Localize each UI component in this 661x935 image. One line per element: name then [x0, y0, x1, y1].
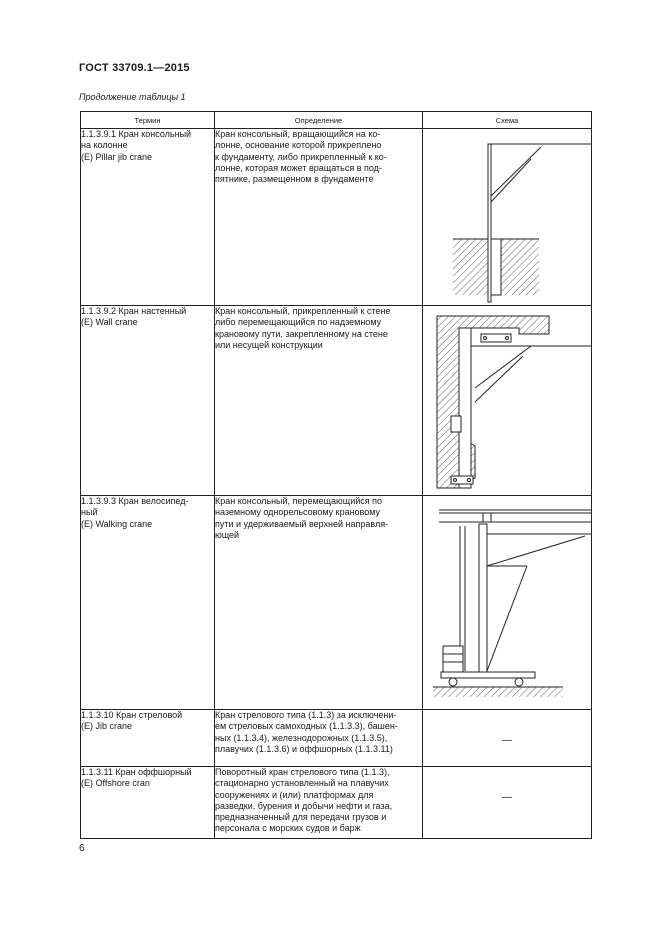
definition-line: либо перемещающийся по надземному [215, 317, 382, 328]
term-line: 1.1.3.11 Кран оффшорный [81, 767, 192, 777]
definition-line: наземному однорельсовому крановому [215, 507, 381, 518]
table-row [81, 496, 592, 710]
table-continuation-caption: Продолжение таблицы 1 [79, 92, 186, 102]
term-cell [81, 710, 215, 767]
schema-cell [423, 710, 592, 767]
no-schema-dash: — [502, 792, 512, 803]
definition-line: лонне, которая может вращаться в под- [215, 162, 382, 173]
definition-cell [215, 129, 423, 306]
schema-cell [423, 496, 592, 710]
column-header-definition: Определение [215, 112, 423, 129]
definition-line: или несущей конструкции [215, 339, 323, 350]
term-line: (E) Walking crane [81, 518, 153, 529]
column-header-term: Термин [81, 112, 215, 129]
schema-cell [423, 129, 592, 306]
definition-line: к фундаменту, либо прикрепленный к ко- [215, 151, 387, 162]
page-number: 6 [79, 843, 85, 854]
definition-line: Кран стрелового типа (1.1.3) за исключени- [215, 710, 397, 720]
schema-cell [423, 767, 592, 839]
table-header-row [81, 112, 592, 129]
table-row [81, 710, 592, 767]
definition-line: стационарно установленный на плавучих [215, 778, 389, 789]
definition-line: Кран консольный, вращающийся на ко- [215, 129, 381, 139]
table-row [81, 767, 592, 839]
term-line: 1.1.3.9.2 Кран настенный [81, 306, 187, 316]
definition-line: предназначенный для передачи грузов и [215, 812, 387, 823]
term-cell [81, 129, 215, 306]
definition-cell [215, 306, 423, 496]
walking-crane-diagram [423, 496, 591, 709]
term-cell [81, 306, 215, 496]
definition-line: лонне, основание которой прикреплено [215, 140, 382, 151]
definition-line: Поворотный кран стрелового типа (1.1.3), [215, 767, 390, 777]
table-row [81, 129, 592, 306]
term-line: (E) Offshore cran [81, 778, 150, 789]
definition-line: разведки, бурения и добычи нефти и газа, [215, 800, 393, 811]
definition-line: персонала с морских судов и барж [215, 823, 361, 834]
term-line: 1.1.3.9.1 Кран консольный [81, 129, 192, 139]
definition-line: ем стреловых самоходных (1.1.3.3), башен- [215, 721, 398, 732]
term-line: 1.1.3.10 Кран стреловой [81, 710, 183, 720]
definition-line: Кран консольный, перемещающийся по [215, 496, 383, 506]
document-code: ГОСТ 33709.1—2015 [79, 62, 190, 74]
definition-cell [215, 767, 423, 839]
definition-line: пятнике, размещенном в фундаменте [215, 174, 374, 185]
definition-line: плавучих (1.1.3.6) и оффшорных (1.1.3.11) [215, 743, 393, 754]
wall-crane-diagram [423, 306, 591, 495]
term-cell [81, 496, 215, 710]
schema-cell [423, 306, 592, 496]
term-line: (E) Wall crane [81, 317, 138, 328]
definition-line: пути и удерживаемый верхней направля- [215, 518, 389, 529]
definition-line: Кран консольный, прикрепленный к стене [215, 306, 391, 316]
term-line: (E) Pillar jib crane [81, 151, 153, 162]
definition-line: ющей [215, 529, 240, 540]
definition-cell [215, 710, 423, 767]
definition-line: крановому пути, закрепленному на стене [215, 328, 388, 339]
term-cell [81, 767, 215, 839]
term-line: (E) Jib crane [81, 721, 133, 732]
definition-cell [215, 496, 423, 710]
definition-line: сооружениях и (или) платформах для [215, 789, 374, 800]
no-schema-dash: — [502, 735, 512, 746]
table-row [81, 306, 592, 496]
term-line: ный [81, 507, 98, 518]
pillar-jib-crane-diagram [423, 129, 591, 305]
column-header-schema: Схема [423, 112, 592, 129]
term-line: 1.1.3.9.3 Кран велосипед- [81, 496, 189, 506]
definition-line: ных (1.1.3.4), железнодорожных (1.1.3.5), [215, 732, 388, 743]
term-line: на колонне [81, 140, 128, 151]
terms-table [80, 111, 592, 839]
